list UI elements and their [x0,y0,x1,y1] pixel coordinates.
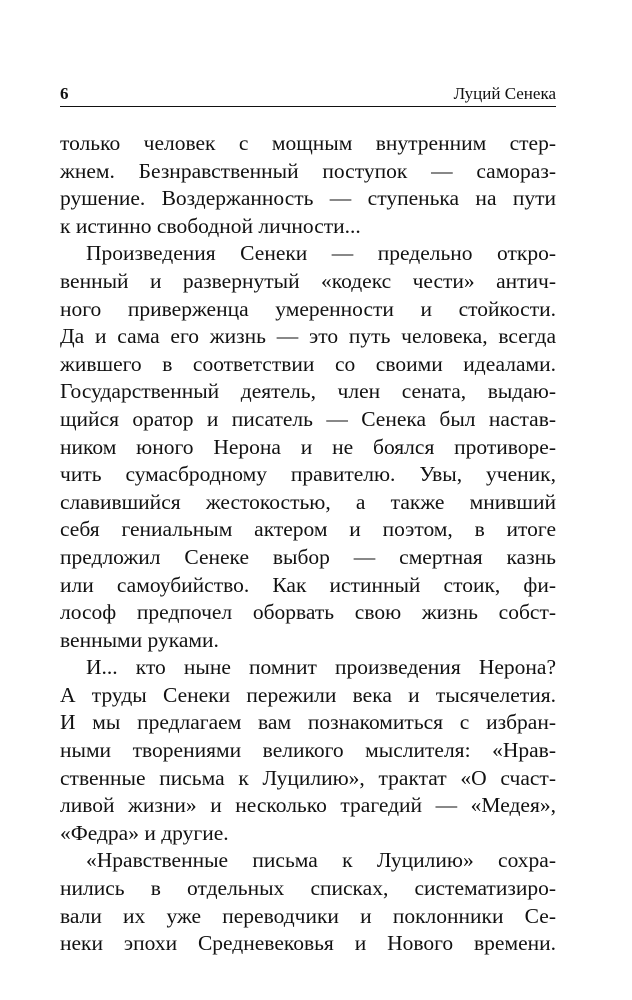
text-line: или самоубийство. Как истинный стоик, фи- [60,572,556,597]
text-line: И... кто ныне помнит произведения Нерона? [86,655,556,680]
text-line: чить сумасбродному правителю. Увы, ученик, [60,462,556,487]
paragraph [60,130,556,240]
text-line: Государственный деятель, член сената, выдаю- [60,379,556,404]
text-line: вали их уже переводчики и поклонники Се- [60,903,556,928]
paragraph [60,240,556,654]
text-line: щийся оратор и писатель — Сенека был настав- [60,406,556,431]
text-line: себя гениальным актером и поэтом, в итоге [60,517,556,542]
page-header [60,82,556,107]
text-line: «Федра» и другие. [60,820,229,845]
text-line: ного приверженца умеренности и стойкости. [60,296,556,321]
text-line: Произведения Сенеки — предельно откро- [86,241,556,266]
body-text [60,130,556,958]
text-line: «Нравственные письма к Луцилию» сохра- [86,848,556,873]
text-line: А труды Сенеки пережили века и тысячелетия. [60,682,556,707]
text-line: венными руками. [60,627,219,652]
text-line: венный и развернутый «кодекс чести» антич- [60,268,556,293]
text-line: И мы предлагаем вам познакомиться с избран- [60,710,556,735]
text-line: предложил Сенеке выбор — смертная казнь [60,544,556,569]
text-line: жившего в соответствии со своими идеалами. [60,351,556,376]
page-number: 6 [60,84,69,103]
text-line: нились в отдельных списках, систематизиро- [60,876,556,901]
text-line: ственные письма к Луцилию», трактат «О счаст- [60,765,556,790]
paragraph [60,654,556,847]
text-line: ными творениями великого мыслителя: «Нрав- [60,738,556,763]
text-line: славившийся жестокостью, а также мнивший [60,489,556,514]
text-line: жнем. Безнравственный поступок — самораз- [60,158,556,183]
running-title: Луций Сенека [453,84,556,103]
paragraph [60,847,556,957]
text-line: рушение. Воздержанность — ступенька на пути [60,186,556,211]
text-line: лософ предпочел оборвать свою жизнь собст- [60,600,556,625]
text-line: к истинно свободной личности... [60,213,361,238]
text-line: Да и сама его жизнь — это путь человека, всегда [60,324,556,349]
text-line: ливой жизни» и несколько трагедий — «Медея», [60,793,556,818]
text-line: ником юного Нерона и не боялся противоре- [60,434,556,459]
text-line: только человек с мощным внутренним стер- [60,131,556,155]
text-line: неки эпохи Средневековья и Нового времени. [60,931,556,956]
